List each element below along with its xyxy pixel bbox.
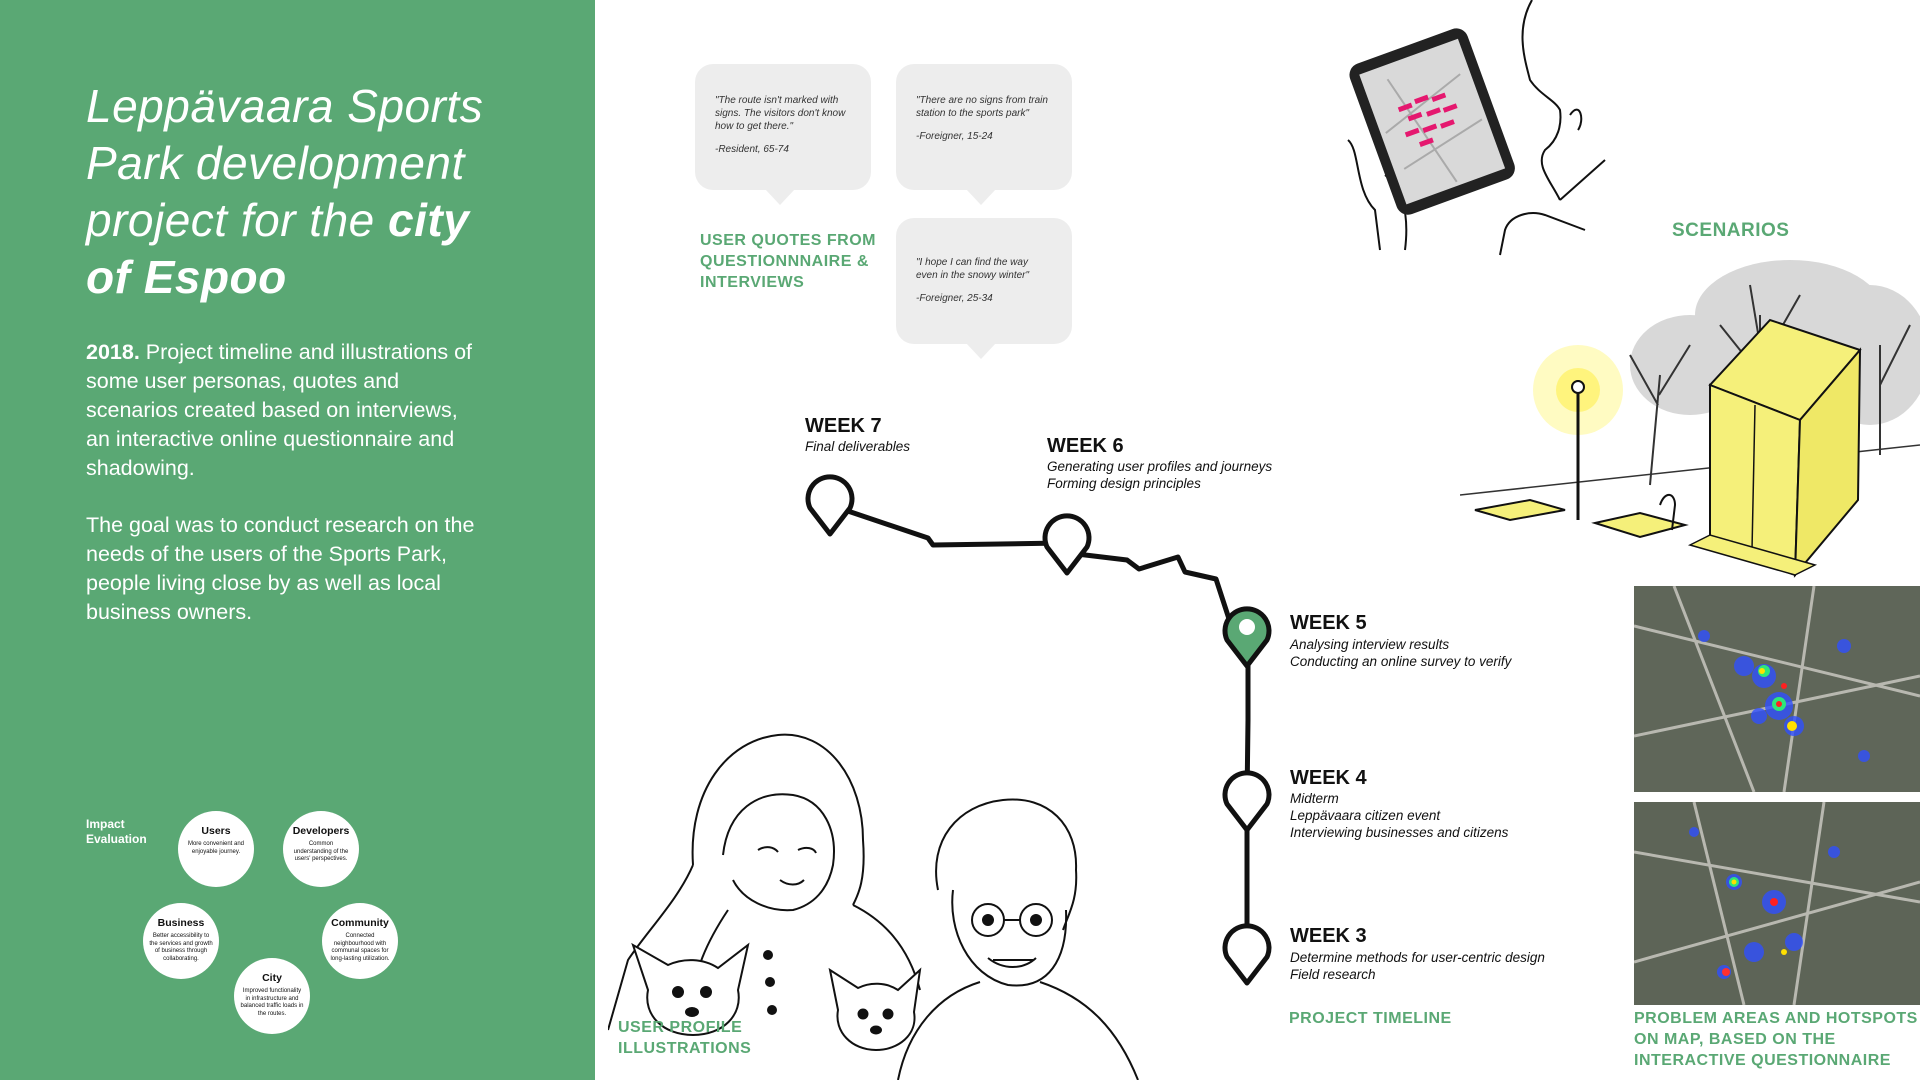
heatmap-map-1 <box>1634 586 1920 792</box>
impact-circle-title: Users <box>201 825 231 837</box>
week-5-title: WEEK 5 <box>1290 612 1367 634</box>
quotes-label-line-1: USER QUOTES FROM <box>700 232 877 249</box>
tablet-device <box>1346 25 1518 218</box>
impact-circle-users <box>178 811 254 887</box>
week-4-desc <box>1290 790 1508 841</box>
impact-circle-business <box>143 903 219 979</box>
intro-text <box>86 338 486 655</box>
page-title <box>86 78 526 306</box>
impact-circle-desc: More convenient and enjoyable journey. <box>187 841 245 855</box>
impact-label-line-2: Evaluation <box>86 832 147 846</box>
impact-circle-desc: Better accessibility to the services and growth of business through collaborating. <box>149 933 213 962</box>
title-line-1: Leppävaara Sports <box>86 80 484 132</box>
impact-circle-title: Community <box>331 917 389 929</box>
impact-circle-city <box>234 958 310 1034</box>
timeline-pin-week-4 <box>1225 773 1269 830</box>
week-7-desc <box>805 438 910 455</box>
timeline-pin-week-6 <box>1045 516 1089 573</box>
profiles-label-line-2: ILLUSTRATIONS <box>618 1040 752 1057</box>
quote-text: "I hope I can find the way even in the snowy winter" <box>916 257 1030 281</box>
hotspots-label-line-2: ON MAP, BASED ON THE <box>1634 1031 1836 1048</box>
week-6-title: WEEK 6 <box>1047 435 1124 457</box>
week-desc-line: Determine methods for user-centric design <box>1290 950 1545 965</box>
impact-circle-title: Developers <box>292 825 350 837</box>
intro-description: Project timeline and illustrations of some user personas, quotes and scenarios created based on interviews, an interactive online questionnaire and shadowing. <box>86 340 473 480</box>
impact-circle-desc: Common understanding of the users' perspectives. <box>293 841 349 862</box>
title-line-2: Park development <box>86 137 465 189</box>
week-desc-line: Analysing interview results <box>1290 637 1450 652</box>
week-4-title: WEEK 4 <box>1290 767 1367 789</box>
week-desc-line: Field research <box>1290 967 1376 982</box>
timeline-pin-week-3 <box>1225 926 1269 983</box>
intro-panel <box>0 0 595 1080</box>
older-woman-portrait <box>898 799 1138 1080</box>
week-7-title: WEEK 7 <box>805 415 882 437</box>
quote-text: "The route isn't marked with signs. The visitors don't know how to get there." <box>715 95 846 132</box>
scenarios-label: SCENARIOS <box>1672 220 1790 241</box>
intro-paragraph <box>86 338 486 483</box>
impact-circle-desc: Improved functionality in infrastructure and balanced traffic loads in the routes. <box>240 988 304 1017</box>
tablet-scenario-illustration <box>1340 0 1640 260</box>
user-profile-label <box>618 1017 751 1059</box>
week-desc-line: Generating user profiles and journeys <box>1047 459 1273 474</box>
goal-paragraph: The goal was to conduct research on the needs of the users of the Sports Park, people living close by as well as local business owners. <box>86 513 475 624</box>
timeline-pin-week-5-active <box>1225 609 1269 666</box>
quote-text: "There are no signs from train station to the sports park" <box>916 95 1048 119</box>
impact-circle-developers <box>283 811 359 887</box>
title-line-3: project for the <box>86 194 389 246</box>
timeline-label: PROJECT TIMELINE <box>1289 1010 1452 1027</box>
impact-circle-title: Business <box>157 917 205 929</box>
title-espoo: of Espoo <box>86 251 287 303</box>
quotes-label-line-3: INTERVIEWS <box>700 274 805 291</box>
week-3-desc <box>1290 949 1545 983</box>
park-scenario-illustration <box>1460 255 1920 580</box>
title-city: city <box>388 194 470 246</box>
heatmap-map-2 <box>1634 802 1920 1005</box>
quote-bubble <box>896 64 1072 190</box>
hotspots-label <box>1634 1008 1918 1071</box>
quote-author: -Resident, 65-74 <box>715 144 789 155</box>
quote-bubble <box>695 64 871 190</box>
quote-author: -Foreigner, 25-34 <box>916 293 993 304</box>
week-desc-line: Forming design principles <box>1047 476 1201 491</box>
timeline-pin-week-7 <box>808 477 852 534</box>
impact-label-line-1: Impact <box>86 817 125 831</box>
week-6-desc <box>1047 458 1272 492</box>
quote-author: -Foreigner, 15-24 <box>916 131 993 142</box>
week-desc-line: Final deliverables <box>805 439 911 454</box>
quotes-label-line-2: QUESTIONNNAIRE & <box>700 253 869 270</box>
week-desc-line: Midterm <box>1290 791 1339 806</box>
impact-circle-community <box>322 903 398 979</box>
week-desc-line: Conducting an online survey to verify <box>1290 654 1512 669</box>
dog-right-icon <box>830 970 920 1050</box>
profiles-label-line-1: USER PROFILE <box>618 1019 743 1036</box>
intro-year: 2018. <box>86 340 140 364</box>
quote-bubble <box>896 218 1072 344</box>
week-desc-line: Leppävaara citizen event <box>1290 808 1441 823</box>
hotspots-label-line-1: PROBLEM AREAS AND HOTSPOTS <box>1634 1010 1918 1027</box>
week-3-title: WEEK 3 <box>1290 925 1367 947</box>
week-5-desc <box>1290 636 1511 670</box>
quotes-label <box>700 230 876 293</box>
hotspots-label-line-3: INTERACTIVE QUESTIONNAIRE <box>1634 1052 1891 1069</box>
impact-evaluation-label <box>86 817 147 847</box>
impact-circle-title: City <box>262 972 282 984</box>
week-desc-line: Interviewing businesses and citizens <box>1290 825 1509 840</box>
impact-circle-desc: Connected neighbourhood with communal spaces for long-lasting utilization. <box>330 933 390 962</box>
